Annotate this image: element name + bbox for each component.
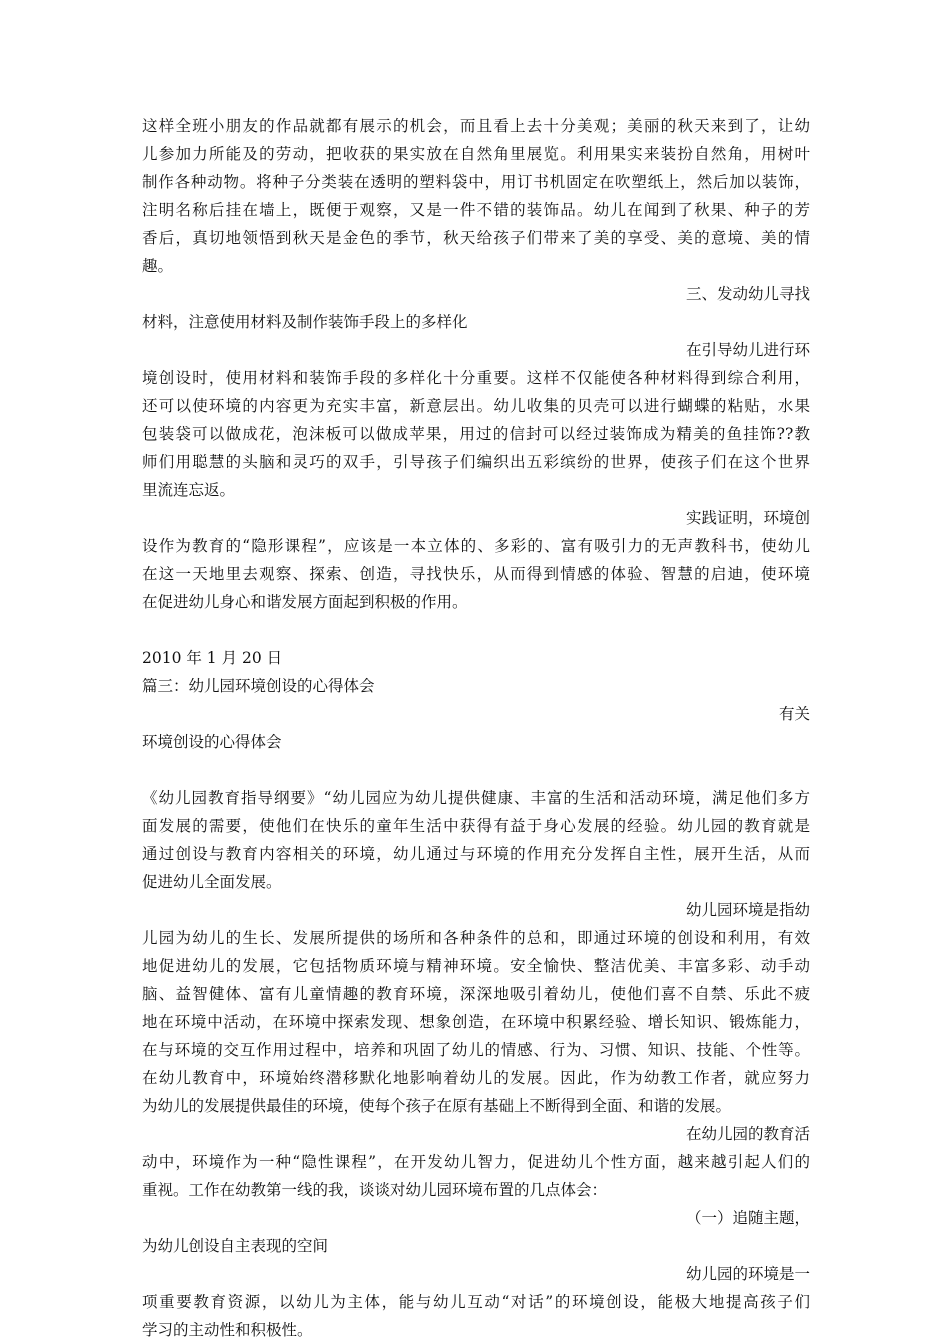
text-line: 项重要教育资源，以幼儿为主体，能与幼儿互动“对话”的环境创设，能极大地提高孩子们 (142, 1293, 810, 1311)
section-heading-end: 材料，注意使用材料及制作装饰手段上的多样化 (142, 313, 468, 331)
text-line: 面发展的需要，使他们在快乐的童年生活中获得有益于身心发展的经验。幼儿园的教育就是 (142, 817, 810, 835)
text-line: 儿园为幼儿的生长、发展所提供的场所和各种条件的总和，即通过环境的创设和利用，有效 (142, 929, 810, 947)
paragraph-start: 在幼儿园的教育活 (685, 1125, 810, 1143)
blank-line (142, 756, 810, 784)
subtitle-end: 环境创设的心得体会 (142, 733, 282, 751)
text-line: 重视。工作在幼教第一线的我，谈谈对幼儿园环境布置的几点体会： (142, 1181, 608, 1199)
text-line: 在这一天地里去观察、探索、创造，寻找快乐，从而得到情感的体验、智慧的启迪，使环境 (142, 565, 810, 583)
text-line: 在促进幼儿身心和谐发展方面起到积极的作用。 (142, 593, 468, 611)
text-line: 儿参加力所能及的劳动，把收获的果实放在自然角里展览。利用果实来装扮自然角，用树叶 (142, 145, 810, 163)
document-page (142, 112, 810, 1344)
text-line: 地在环境中活动，在环境中探索发现、想象创造，在环境中积累经验、增长知识、锻炼能力， (142, 1013, 810, 1031)
text-line: 促进幼儿全面发展。 (142, 873, 282, 891)
text-line: 师们用聪慧的头脑和灵巧的双手，引导孩子们编织出五彩缤纷的世界，使孩子们在这个世界 (142, 453, 810, 471)
subtitle-start: 有关 (778, 705, 810, 723)
text-line: 这样全班小朋友的作品就都有展示的机会，而且看上去十分美观；美丽的秋天来到了，让幼 (142, 117, 810, 135)
text-line: 地促进幼儿的发展，它包括物质环境与精神环境。安全愉快、整洁优美、丰富多彩、动手动 (142, 957, 810, 975)
text-line: 趣。 (142, 257, 174, 275)
paragraph-start: 幼儿园的环境是一 (685, 1265, 810, 1283)
text-line: 制作各种动物。将种子分类装在透明的塑料袋中，用订书机固定在吹塑纸上，然后加以装饰， (142, 173, 810, 191)
text-line: 在与环境的交互作用过程中，培养和巩固了幼儿的情感、行为、习惯、知识、技能、个性等。 (142, 1041, 810, 1059)
text-line: 脑、益智健体、富有儿童情趣的教育环境，深深地吸引着幼儿，使他们喜不自禁、乐此不疲 (142, 985, 810, 1003)
article-title: 篇三：幼儿园环境创设的心得体会 (142, 677, 375, 695)
text-line: 通过创设与教育内容相关的环境，幼儿通过与环境的作用充分发挥自主性，展开生活，从而 (142, 845, 810, 863)
text-line: 包装袋可以做成花，泡沫板可以做成苹果，用过的信封可以经过装饰成为精美的鱼挂饰??教 (142, 425, 810, 443)
section-heading-start: 三、发动幼儿寻找 (685, 285, 810, 303)
text-line: 《幼儿园教育指导纲要》“幼儿园应为幼儿提供健康、丰富的生活和活动环境，满足他们多方 (142, 789, 810, 807)
paragraph-start: 实践证明，环境创 (685, 509, 810, 527)
text-line: 香后，真切地领悟到秋天是金色的季节，秋天给孩子们带来了美的享受、美的意境、美的情 (142, 229, 810, 247)
text-line: 注明名称后挂在墙上，既便于观察，又是一件不错的装饰品。幼儿在闻到了秋果、种子的芳 (142, 201, 810, 219)
text-line: 里流连忘返。 (142, 481, 236, 499)
text-line: 设作为教育的“隐形课程”，应该是一本立体的、多彩的、富有吸引力的无声教科书，使幼儿 (142, 537, 810, 555)
text-line: 为幼儿的发展提供最佳的环境，使每个孩子在原有基础上不断得到全面、和谐的发展。 (142, 1097, 732, 1115)
date-line: 2010 年 1 月 20 日 (142, 649, 283, 667)
text-line: 在幼儿教育中，环境始终潜移默化地影响着幼儿的发展。因此，作为幼教工作者，就应努力 (142, 1069, 810, 1087)
text-line: 境创设时，使用材料和装饰手段的多样化十分重要。这样不仅能使各种材料得到综合利用， (142, 369, 810, 387)
text-line: 还可以使环境的内容更为充实丰富，新意层出。幼儿收集的贝壳可以进行蝴蝶的粘贴，水果 (142, 397, 810, 415)
paragraph-start: 在引导幼儿进行环 (685, 341, 810, 359)
text-line: 动中，环境作为一种“隐性课程”，在开发幼儿智力，促进幼儿个性方面，越来越引起人们的 (142, 1153, 810, 1171)
section-heading-end: 为幼儿创设自主表现的空间 (142, 1237, 329, 1255)
section-heading-start: （一）追随主题， (685, 1209, 810, 1227)
paragraph-start: 幼儿园环境是指幼 (685, 901, 810, 919)
text-line: 学习的主动性和积极性。 (142, 1321, 313, 1339)
blank-line (142, 616, 810, 644)
